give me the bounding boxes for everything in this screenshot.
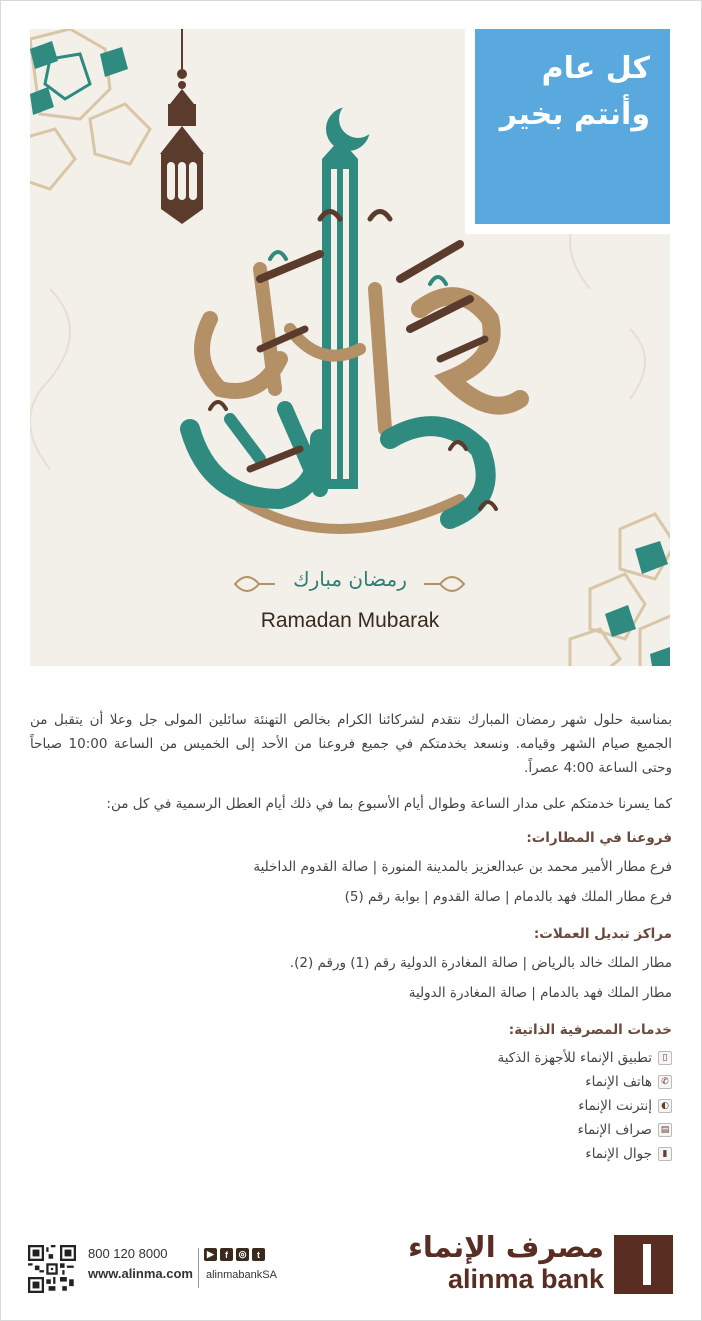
greeting-line-1: كل عام [541,51,650,86]
social-handle[interactable]: alinmabankSA [206,1269,277,1281]
banner-subtitle-arabic: رمضان مبارك [293,567,407,591]
instagram-icon[interactable]: ◎ [236,1248,249,1261]
self-service-item [30,1094,672,1118]
crescent-moon-icon [326,100,377,151]
airport-branch-item: فرع مطار الملك فهد بالدمام | صالة القدوم | بوابة رقم (5) [344,889,672,905]
phone-number[interactable]: 800 120 8000 [88,1246,168,1261]
self-service-heading: خدمات المصرفية الذاتية: [508,1022,672,1038]
self-service-item [30,1046,672,1070]
footer-divider [198,1248,199,1288]
exchange-center-item: مطار الملك فهد بالدمام | صالة المغادرة الدولية [408,985,672,1001]
greeting-line-2: وأنتم بخير [499,97,650,132]
alinma-logo [614,1235,673,1294]
phone-icon: ✆ [658,1075,672,1089]
self-service-item [30,1070,672,1094]
exchange-center-item: مطار الملك خالد بالرياض | صالة المغادرة الدولية رقم (1) ورقم (2). [289,955,672,971]
self-service-label: هاتف الإنماء [585,1074,652,1090]
social-icons [204,1248,265,1261]
self-service-label: تطبيق الإنماء للأجهزة الذكية [497,1050,652,1066]
twitter-icon[interactable]: t [252,1248,265,1261]
greeting-box [465,29,670,234]
youtube-icon[interactable]: ▶ [204,1248,217,1261]
smartphone-icon: ▯ [658,1051,672,1065]
round-the-clock-paragraph: كما يسرنا خدمتكم على مدار الساعة وطوال أيام الأسبوع بما في ذلك أيام العطل الرسمية في كل من: [106,796,672,812]
atm-icon: ▤ [658,1123,672,1137]
self-service-label: إنترنت الإنماء [578,1098,652,1114]
facebook-icon[interactable]: f [220,1248,233,1261]
lantern-icon [160,29,204,224]
self-service-list [30,1046,672,1166]
self-service-label: جوال الإنماء [585,1146,652,1162]
footer [0,1228,702,1298]
airports-heading: فروعنا في المطارات: [526,830,672,846]
mouse-icon: ◐ [658,1099,672,1113]
exchange-heading: مراكز تبديل العملات: [533,926,672,942]
self-service-label: صراف الإنماء [577,1122,652,1138]
brand-name-arabic: مصرف الإنماء [408,1230,604,1264]
brand-name-english: alinma bank [447,1264,604,1294]
self-service-item [30,1142,672,1166]
airport-branch-item: فرع مطار الأمير محمد بن عبدالعزيز بالمدينة المنورة | صالة القدوم الداخلية [253,859,672,875]
announcement-body [30,708,672,1166]
banner-subtitle-english: Ramadan Mubarak [260,609,440,632]
qr-code-icon [28,1245,76,1293]
mobile-icon: ▮ [658,1147,672,1161]
self-service-item [30,1118,672,1142]
intro-paragraph: بمناسبة حلول شهر رمضان المبارك نتقدم لشركائنا الكرام بخالص التهنئة سائلين المولى جل وعلا أن يتقبل من الجميع صيام الشهر وقيامه. ونسعد بخدمتكم في جميع فروعنا من الأحد إلى الخميس من الساعة 10:00 صباحاً وحتى الساعة 4:00 عصراً. [30,712,673,776]
website-link[interactable]: www.alinma.com [88,1266,193,1281]
